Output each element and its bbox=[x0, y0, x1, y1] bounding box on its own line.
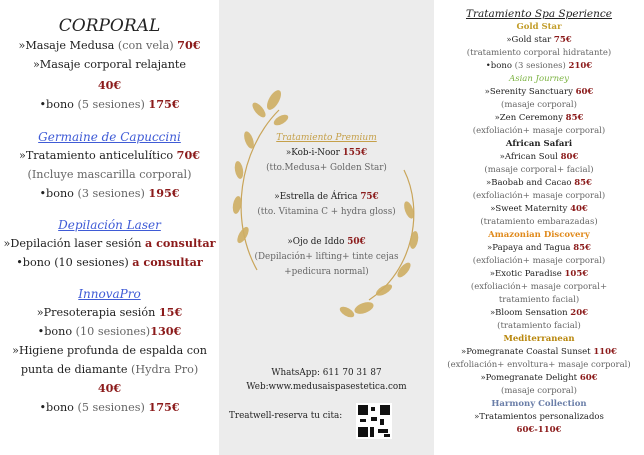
note-gold-star: (tratamiento corporal hidratante) bbox=[466, 48, 612, 58]
item-exotic-paradise: »Exotic Paradise 105€ bbox=[489, 269, 589, 279]
item-presoterapia: »Presoterapia sesión 15€ bbox=[36, 305, 183, 319]
note-serenity: (masaje corporal) bbox=[501, 100, 577, 110]
section-title-germaine[interactable]: Germaine de Capuccini bbox=[38, 130, 181, 144]
item-gold-bono: •bono (3 sesiones) 210€ bbox=[485, 61, 593, 71]
premium-title-row bbox=[219, 131, 434, 146]
item-pomegranate-delight: »Pomegranate Delight 60€ bbox=[480, 373, 598, 383]
section-title-innovapro[interactable]: InnovaPro bbox=[78, 287, 141, 301]
item-sweet-maternity: »Sweet Maternity 40€ bbox=[490, 204, 588, 214]
treatwell-label: Treatwell-reserva tu cita: bbox=[229, 411, 343, 421]
price-personalizados: 60€-110€ bbox=[516, 425, 562, 435]
price-masaje-relajante: 40€ bbox=[97, 78, 122, 92]
note-exotic-2: tratamiento facial) bbox=[498, 295, 580, 305]
item-ojo-iddo: »Ojo de Iddo 50€ bbox=[287, 237, 366, 247]
item-masaje-medusa: »Masaje Medusa (con vela) 70€ bbox=[18, 38, 201, 52]
premium-column bbox=[219, 0, 434, 455]
note-zen: (exfoliación+ masaje corporal) bbox=[472, 126, 606, 136]
section-title-spa-sperience: Tratamiento Spa Sperience bbox=[465, 8, 613, 20]
note-bloom: (tratamiento facial) bbox=[497, 321, 581, 331]
item-higiene-line1: »Higiene profunda de espalda con bbox=[12, 344, 207, 357]
item-laser-sesion: »Depilación laser sesión a consultar bbox=[3, 236, 216, 250]
price-higiene: 40€ bbox=[97, 381, 122, 395]
item-higiene-line2: punta de diamante (Hydra Pro) bbox=[20, 363, 199, 376]
subsection-asian-journey: Asian Journey bbox=[509, 74, 569, 84]
note-anticelulitico: (Incluye mascarilla corporal) bbox=[27, 168, 192, 181]
whatsapp-contact[interactable]: WhatsApp: 611 70 31 87 bbox=[271, 368, 382, 378]
section-title-corporal: CORPORAL bbox=[58, 16, 161, 36]
qr-code[interactable] bbox=[356, 403, 392, 439]
subsection-mediterranean: Mediterranean bbox=[503, 334, 575, 344]
note-ojo-iddo-1: (Depilación+ lifting+ tinte cejas bbox=[254, 252, 399, 262]
item-baobab: »Baobab and Cacao 85€ bbox=[486, 178, 592, 188]
section-title-laser[interactable]: Depilación Laser bbox=[58, 218, 161, 232]
item-zen: »Zen Ceremony 85€ bbox=[494, 113, 584, 123]
subsection-amazonian: Amazonian Discovery bbox=[488, 230, 590, 240]
item-papaya: »Papaya and Tagua 85€ bbox=[487, 243, 591, 253]
subsection-harmony: Harmony Collection bbox=[491, 399, 587, 409]
item-bono-5: •bono (5 sesiones) 175€ bbox=[39, 97, 180, 111]
item-bloom: »Bloom Sensation 20€ bbox=[489, 308, 589, 318]
item-estrella-africa: »Estrella de África 75€ bbox=[274, 192, 379, 202]
item-anticelulitico: »Tratamiento anticelulítico 70€ bbox=[18, 148, 201, 162]
spa-sperience-column bbox=[434, 0, 644, 455]
item-kob-i-noor: »Kob-i-Noor 155€ bbox=[285, 148, 368, 158]
section-title-premium: Tratamiento Premium bbox=[276, 133, 377, 143]
item-bono-5-higiene: •bono (5 sesiones) 175€ bbox=[39, 400, 180, 414]
item-bono-10: •bono (10 sesiones)130€ bbox=[37, 324, 182, 338]
note-exotic-1: (exfoliación+ masaje corporal+ bbox=[470, 282, 608, 292]
note-estrella-africa: (tto. Vitamina C + hydra gloss) bbox=[257, 207, 396, 217]
item-laser-bono: •bono (10 sesiones) a consultar bbox=[16, 255, 203, 269]
note-kob-i-noor: (tto.Medusa+ Golden Star) bbox=[266, 163, 387, 173]
item-african-soul: »African Soul 80€ bbox=[499, 152, 579, 162]
item-personalizados: »Tratamientos personalizados bbox=[474, 412, 604, 422]
item-serenity: »Serenity Sanctuary 60€ bbox=[484, 87, 594, 97]
subsection-gold-star: Gold Star bbox=[516, 22, 562, 32]
note-sweet-maternity: (tratamiento embarazadas) bbox=[480, 217, 598, 227]
note-pomegranate-coastal: (exfoliación+ envoltura+ masaje corporal) bbox=[447, 360, 631, 370]
note-baobab: (exfoliación+ masaje corporal) bbox=[472, 191, 606, 201]
note-african-soul: (masaje corporal+ facial) bbox=[484, 165, 594, 175]
item-bono-3: •bono (3 sesiones) 195€ bbox=[39, 186, 180, 200]
corporal-column bbox=[0, 0, 219, 455]
note-ojo-iddo-2: +pedicura normal) bbox=[284, 267, 369, 277]
item-gold-star: »Gold star 75€ bbox=[506, 35, 572, 45]
note-pomegranate-delight: (masaje corporal) bbox=[501, 386, 577, 396]
item-pomegranate-coastal: »Pomegranate Coastal Sunset 110€ bbox=[461, 347, 617, 357]
website-link[interactable]: Web:www.medusaispasestetica.com bbox=[246, 382, 407, 392]
subsection-african-safari: African Safari bbox=[505, 139, 573, 149]
item-masaje-relajante: »Masaje corporal relajante bbox=[32, 58, 187, 71]
note-papaya: (exfoliación+ masaje corporal) bbox=[472, 256, 606, 266]
